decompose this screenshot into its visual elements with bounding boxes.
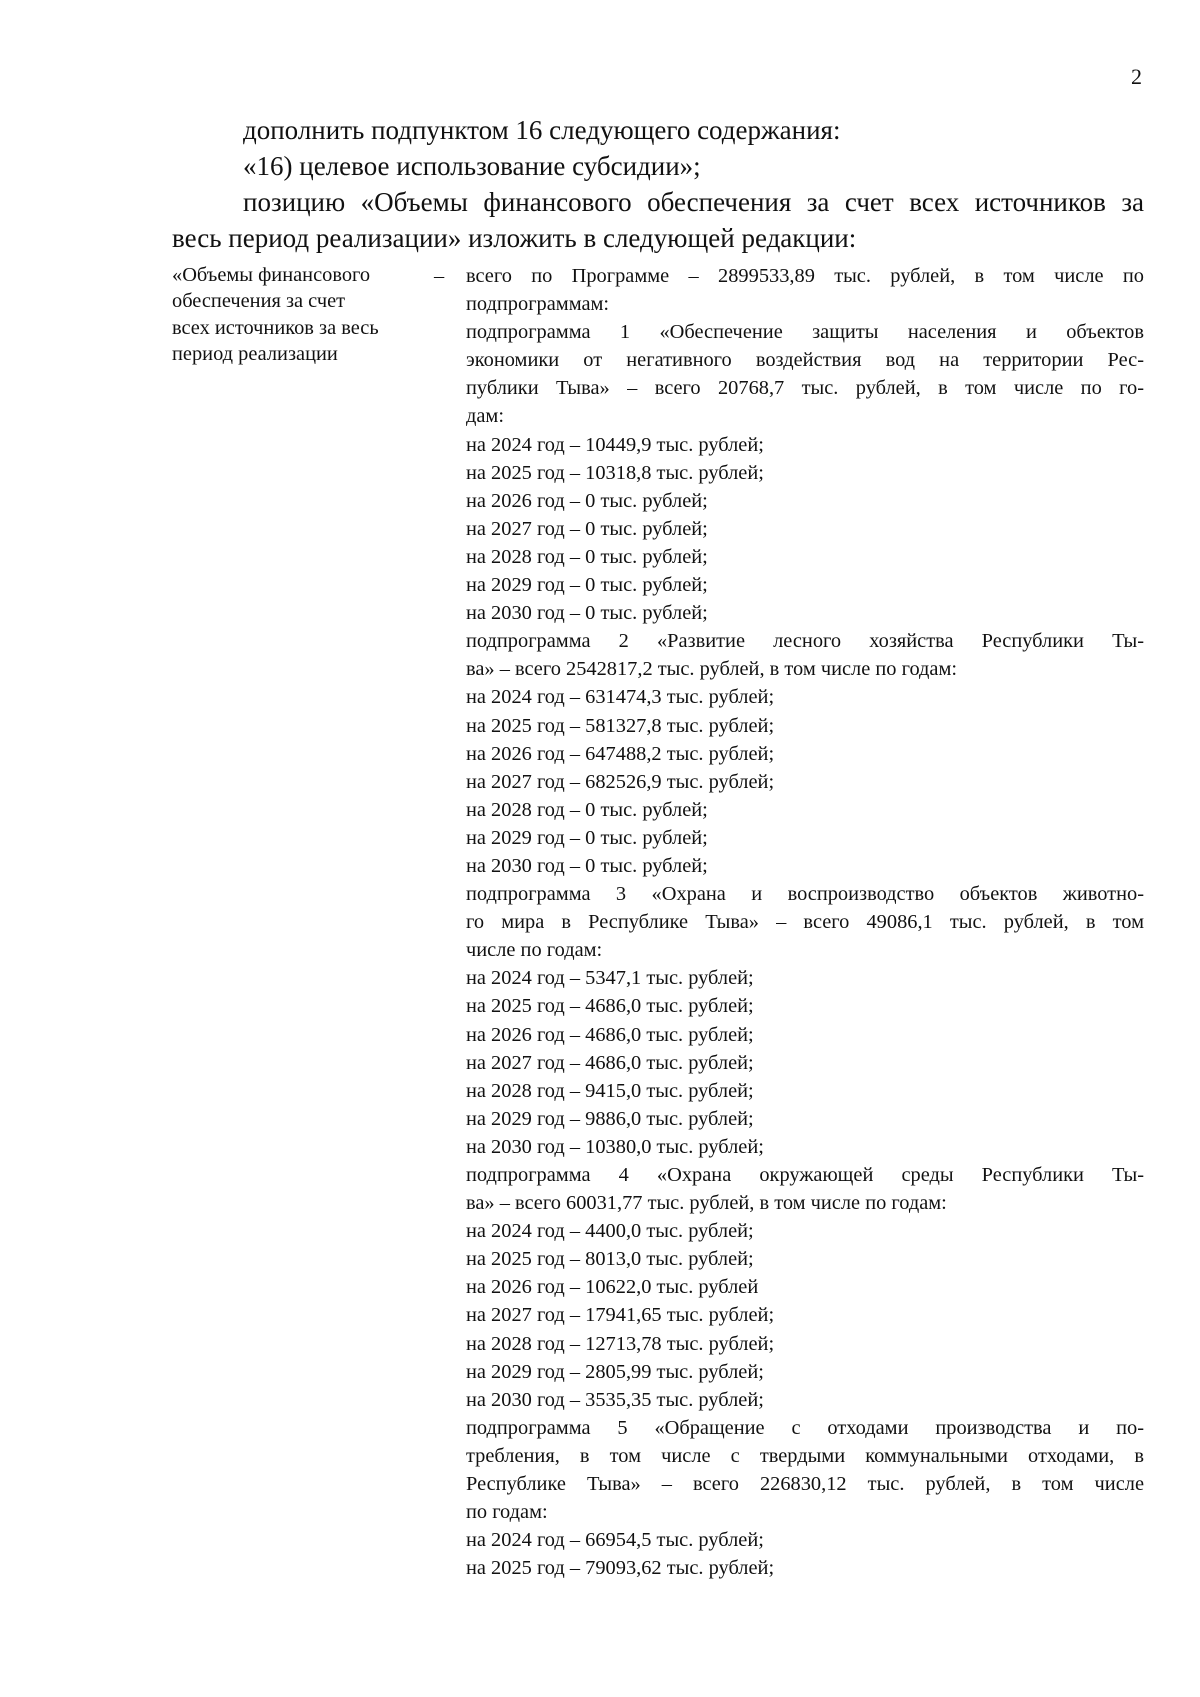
passport-value-line: числе по годам: — [466, 939, 603, 962]
passport-value-line: на 2029 год – 0 тыс. рублей; — [466, 574, 708, 597]
passport-value-line: на 2024 год – 66954,5 тыс. рублей; — [466, 1529, 764, 1552]
passport-value-line: на 2027 год – 682526,9 тыс. рублей; — [466, 770, 775, 793]
intro-text — [172, 112, 1144, 256]
passport-value-line: на 2030 год – 10380,0 тыс. рублей; — [466, 1135, 764, 1158]
passport-value-line: на 2029 год – 2805,99 тыс. рублей; — [466, 1360, 764, 1383]
passport-value-line: на 2025 год – 10318,8 тыс. рублей; — [466, 461, 764, 484]
passport-value-line: требления, в том числе с твердыми коммунальными отходами, в — [466, 1444, 1144, 1467]
intro-paragraph-3-line-2: весь период реализации» изложить в следующей редакции: — [172, 223, 857, 253]
passport-value-line: на 2025 год – 4686,0 тыс. рублей; — [466, 995, 754, 1018]
passport-value-line: на 2024 год – 631474,3 тыс. рублей; — [466, 686, 775, 709]
passport-value-line: на 2029 год – 9886,0 тыс. рублей; — [466, 1107, 754, 1130]
passport-label — [172, 262, 424, 368]
passport-value-line: го мира в Республике Тыва» – всего 49086,1 тыс. рублей, в том — [466, 911, 1144, 934]
passport-label-line: всех источников за весь — [172, 316, 379, 339]
passport-value-line: подпрограмма 5 «Обращение с отходами производства и по- — [466, 1416, 1144, 1439]
passport-value-line: на 2026 год – 0 тыс. рублей; — [466, 489, 708, 512]
passport-value-line: по годам: — [466, 1501, 548, 1524]
passport-label-line: период реализации — [172, 343, 338, 366]
passport-value-line: подпрограмма 2 «Развитие лесного хозяйства Республики Ты- — [466, 630, 1144, 653]
passport-value-line: на 2026 год – 10622,0 тыс. рублей — [466, 1276, 759, 1299]
passport-value-line: на 2029 год – 0 тыс. рублей; — [466, 826, 708, 849]
passport-value-line: на 2027 год – 4686,0 тыс. рублей; — [466, 1051, 754, 1074]
passport-value-line: на 2030 год – 0 тыс. рублей; — [466, 854, 708, 877]
passport-value — [466, 262, 1144, 1582]
passport-value-line: на 2025 год – 581327,8 тыс. рублей; — [466, 714, 775, 737]
intro-paragraph-1: дополнить подпунктом 16 следующего содержания: — [243, 115, 841, 145]
passport-value-line: подпрограмма 3 «Охрана и воспроизводство объектов животно- — [466, 883, 1144, 906]
passport-label-line: «Объемы финансового — [172, 264, 371, 286]
passport-value-line: на 2025 год – 8013,0 тыс. рублей; — [466, 1248, 754, 1271]
passport-value-line: ва» – всего 2542817,2 тыс. рублей, в том числе по годам: — [466, 658, 958, 681]
passport-value-line: на 2030 год – 0 тыс. рублей; — [466, 602, 708, 625]
passport-value-line: на 2024 год – 10449,9 тыс. рублей; — [466, 433, 764, 456]
passport-value-line: на 2025 год – 79093,62 тыс. рублей; — [466, 1557, 775, 1580]
page-number: 2 — [1131, 64, 1142, 89]
passport-label-line: обеспечения за счет — [172, 290, 346, 313]
passport-value-line: на 2024 год – 5347,1 тыс. рублей; — [466, 967, 754, 990]
passport-value-line: подпрограмма 4 «Охрана окружающей среды Республики Ты- — [466, 1164, 1144, 1186]
passport-value-line: публики Тыва» – всего 20768,7 тыс. рублей, в том числе по го- — [466, 377, 1144, 400]
passport-value-line: подпрограмма 1 «Обеспечение защиты населения и объектов — [466, 321, 1144, 344]
passport-value-line: Республике Тыва» – всего 226830,12 тыс. рублей, в том числе — [466, 1473, 1144, 1496]
passport-value-line: на 2026 год – 647488,2 тыс. рублей; — [466, 742, 775, 765]
passport-value-line: на 2028 год – 0 тыс. рублей; — [466, 798, 708, 821]
passport-value-line: на 2026 год – 4686,0 тыс. рублей; — [466, 1023, 754, 1046]
passport-value-line: на 2028 год – 9415,0 тыс. рублей; — [466, 1079, 754, 1102]
intro-paragraph-2: «16) целевое использование субсидии»; — [243, 151, 701, 181]
passport-value-line: на 2028 год – 12713,78 тыс. рублей; — [466, 1332, 775, 1355]
passport-value-line: дам: — [466, 405, 504, 428]
intro-paragraph-3-line-1: позицию «Объемы финансового обеспечения за счет всех источников за — [243, 187, 1144, 217]
passport-value-line: подпрограммам: — [466, 293, 610, 316]
passport-value-line: экономики от негативного воздействия вод на территории Рес- — [466, 349, 1144, 372]
passport-value-line: на 2027 год – 0 тыс. рублей; — [466, 517, 708, 540]
passport-value-line: на 2028 год – 0 тыс. рублей; — [466, 545, 708, 568]
passport-separator-dash: – — [434, 265, 445, 287]
passport-value-line: на 2024 год – 4400,0 тыс. рублей; — [466, 1220, 754, 1243]
passport-value-line: всего по Программе – 2899533,89 тыс. рублей, в том числе по — [466, 265, 1144, 287]
passport-value-line: ва» – всего 60031,77 тыс. рублей, в том числе по годам: — [466, 1192, 947, 1215]
passport-value-line: на 2030 год – 3535,35 тыс. рублей; — [466, 1388, 764, 1411]
passport-value-line: на 2027 год – 17941,65 тыс. рублей; — [466, 1304, 775, 1327]
